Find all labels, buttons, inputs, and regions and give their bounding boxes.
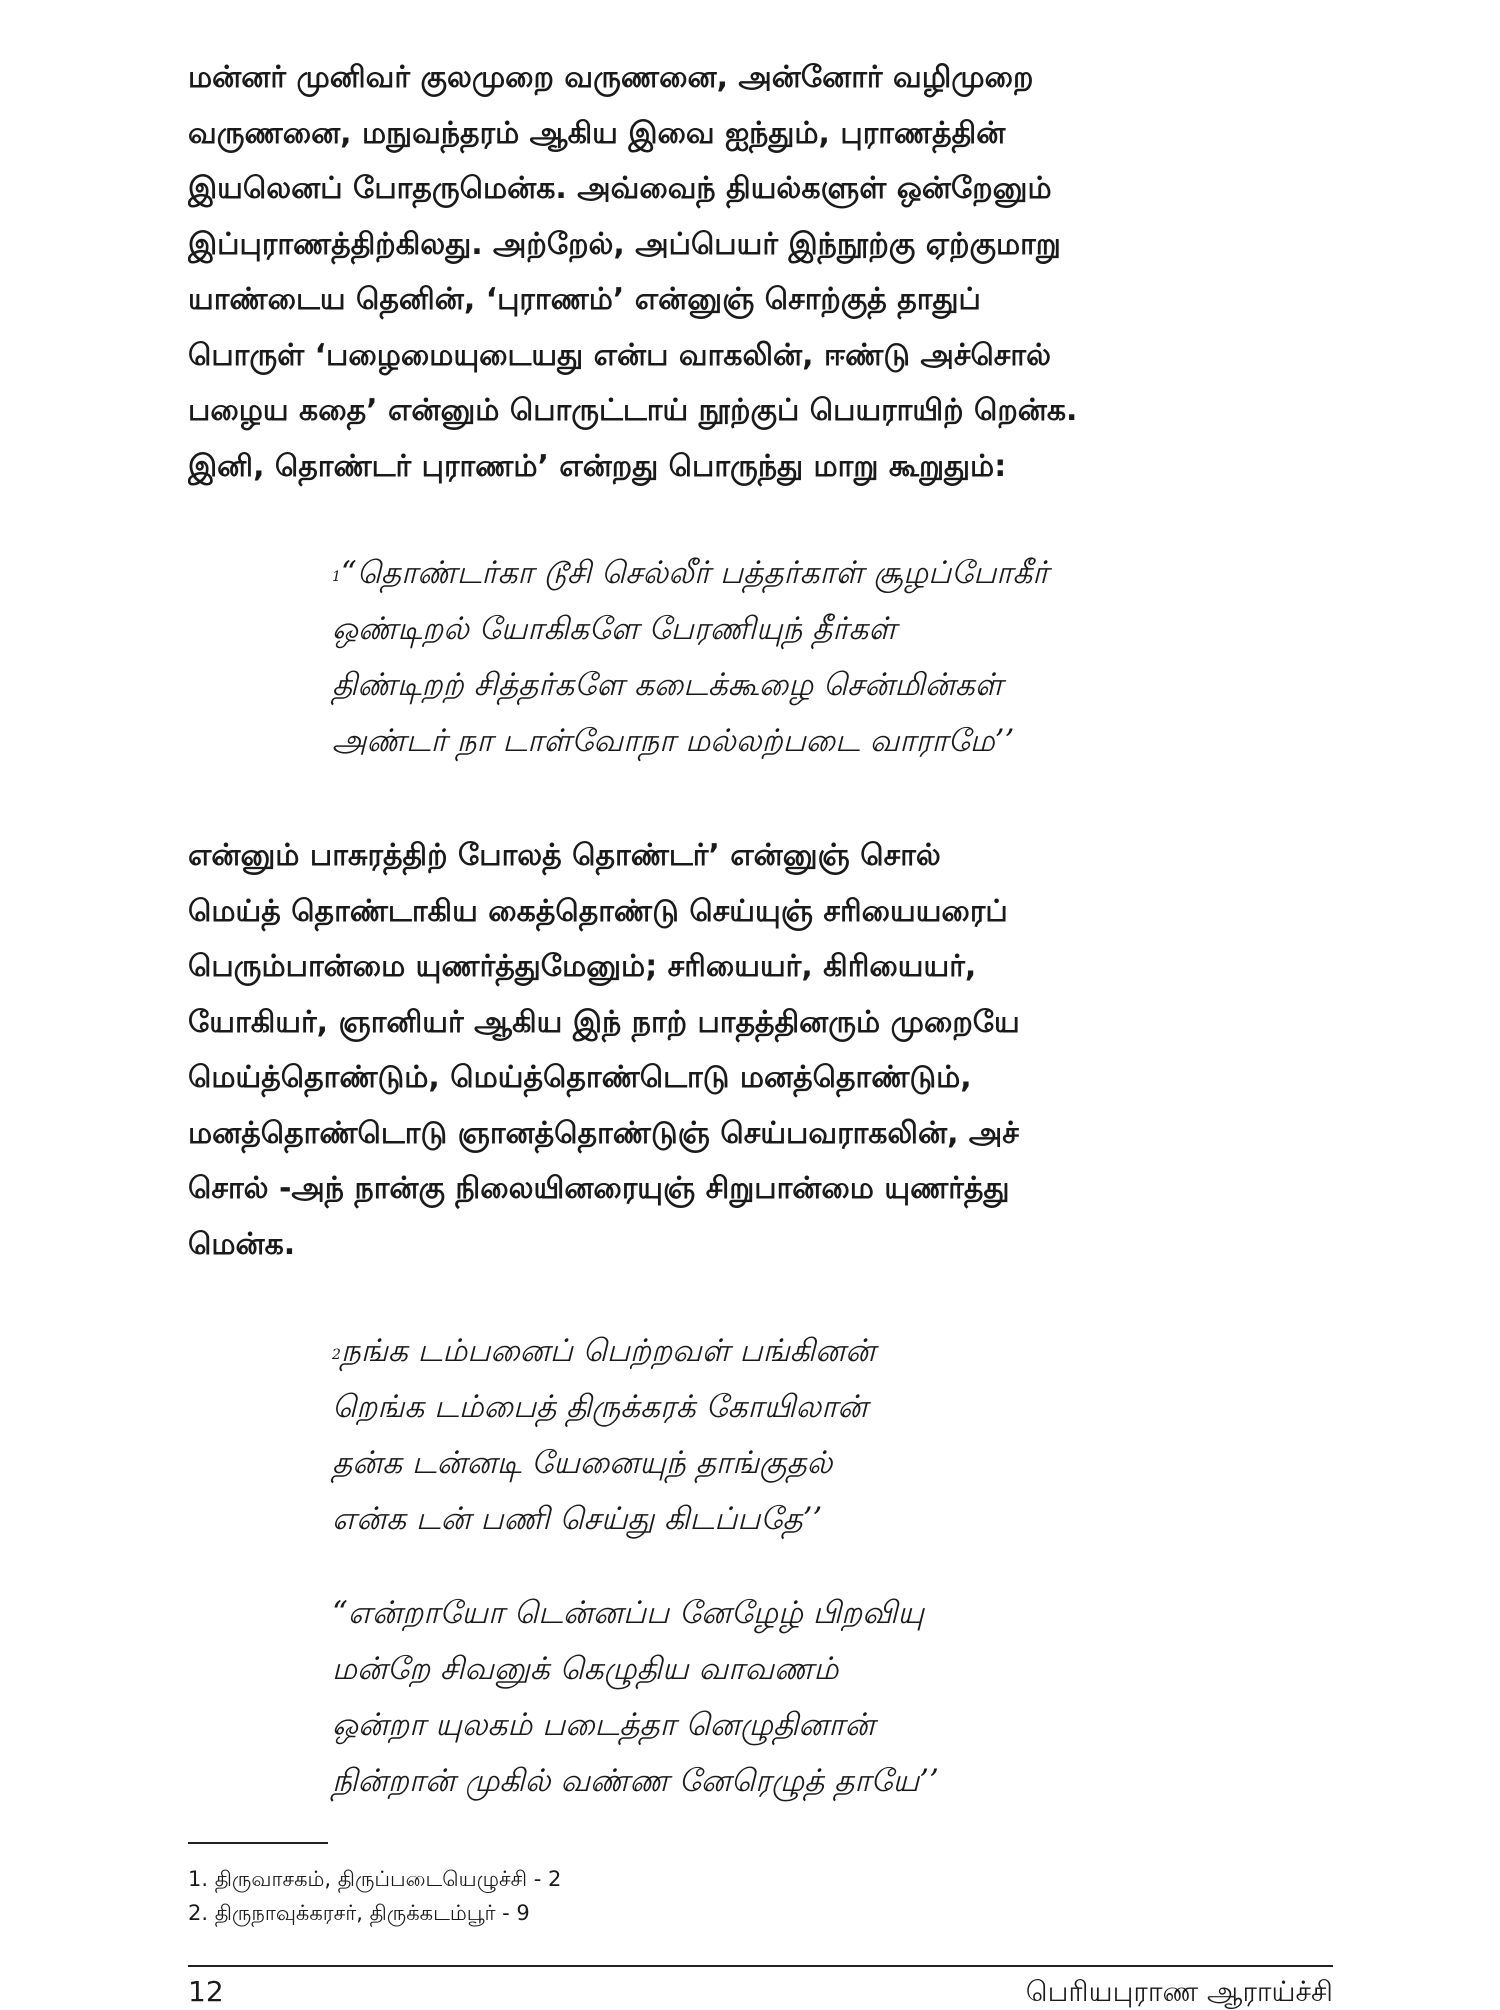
- footnote-item: 1. திருவாசகம், திருப்படையெழுச்சி - 2: [188, 1867, 562, 1891]
- footnote-item: 2. திருநாவுக்கரசர், திருக்கடம்பூர் - 9: [188, 1901, 530, 1925]
- footnote-marker: 2: [332, 1347, 341, 1363]
- running-title: பெரியபுராண ஆராய்ச்சி: [1025, 1975, 1333, 2008]
- verse-2: [332, 1323, 875, 1547]
- verse-line: தன்க டன்னடி யேனையுந் தாங்குதல்: [332, 1445, 833, 1481]
- paragraph-line: பழைய கதை’ என்னும் பொருட்டாய் நூற்குப் பெயராயிற் றென்க.: [188, 393, 1078, 428]
- verse-line: “என்றாயோ டென்னப்ப னேழேழ் பிறவியு: [332, 1595, 924, 1631]
- verse-line: நங்க டம்பனைப் பெற்றவள் பங்கினன்: [340, 1333, 876, 1369]
- verse-3: [332, 1585, 939, 1809]
- verse-line: ஒண்டிறல் யோகிகளே பேரணியுந் தீர்கள்: [332, 611, 897, 647]
- paragraph-line: என்னும் பாசுரத்திற் போலத் தொண்டர்’ என்னுஞ் சொல்: [188, 838, 941, 873]
- paragraph-line: இப்புராணத்திற்கிலது. அற்றேல், அப்பெயர் இந்நூற்கு ஏற்குமாறு: [188, 226, 1061, 262]
- paragraph-line: இனி, தொண்டர் புராணம்’ என்றது பொருந்து மாறு கூறுதும்:: [188, 448, 1007, 484]
- verse-1: [332, 545, 1049, 769]
- footer-divider: [188, 1965, 1333, 1967]
- paragraph-line: யோகியர், ஞானியர் ஆகிய இந் நாற் பாதத்தினரும் முறையே: [188, 1004, 1020, 1040]
- verse-line: திண்டிறற் சித்தர்களே கடைக்கூழை சென்மின்கள்: [332, 667, 1003, 703]
- paragraph-line: மெய்த்தொண்டும், மெய்த்தொண்டொடு மனத்தொண்டும்,: [188, 1060, 972, 1095]
- footnotes: [188, 1862, 561, 1930]
- verse-line: ஒன்றா யுலகம் படைத்தா னெழுதினான்: [332, 1707, 875, 1743]
- footnote-divider: [188, 1842, 328, 1844]
- paragraph-line: பெரும்பான்மை யுணர்த்துமேனும்; சரியையர், கிரியையர்,: [188, 949, 977, 984]
- page-number: 12: [188, 1975, 224, 2008]
- paragraph-line: மெய்த் தொண்டாகிய கைத்தொண்டு செய்யுஞ் சரியையரைப்: [188, 893, 1008, 929]
- verse-line: அண்டர் நா டாள்வோநா மல்லற்படை வாராமே’’: [332, 723, 1015, 759]
- footnote-marker: 1: [332, 569, 341, 585]
- verse-line: நின்றான் முகில் வண்ண னேரெழுத் தாயே’’: [332, 1763, 939, 1799]
- verse-line: றெங்க டம்பைத் திருக்கரக் கோயிலான்: [332, 1389, 868, 1425]
- verse-line: என்க டன் பணி செய்து கிடப்பதே’’: [332, 1501, 823, 1537]
- verse-line: “தொண்டர்கா டூசி செல்லீர் பத்தர்காள் சூழப்போகீர்: [340, 555, 1049, 591]
- paragraph-1: [188, 50, 1333, 494]
- verse-line: மன்றே சிவனுக் கெழுதிய வாவணம்: [332, 1651, 839, 1687]
- paragraph-line: இயலெனப் போதருமென்க. அவ்வைந் தியல்களுள் ஒன்றேனும்: [188, 171, 1052, 206]
- book-page: [188, 50, 1333, 2008]
- paragraph-line: யாண்டைய தெனின், ‘புராணம்’ என்னுஞ் சொற்குத் தாதுப்: [188, 282, 981, 317]
- paragraph-line: வருணனை, மநுவந்தரம் ஆகிய இவை ஐந்தும், புராணத்தின்: [188, 115, 1006, 151]
- paragraph-line: சொல் -அந் நான்கு நிலையினரையுஞ் சிறுபான்மை யுணர்த்து: [188, 1171, 1010, 1206]
- paragraph-line: மனத்தொண்டொடு ஞானத்தொண்டுஞ் செய்பவராகலின், அச்: [188, 1115, 1019, 1151]
- paragraph-line: பொருள் ‘பழைமையுடையது என்ப வாகலின், ஈண்டு அச்சொல்: [188, 337, 1051, 373]
- paragraph-2: [188, 828, 1333, 1272]
- paragraph-line: மன்னர் முனிவர் குலமுறை வருணனை, அன்னோர் வழிமுறை: [188, 60, 1034, 95]
- paragraph-line: மென்க.: [188, 1226, 296, 1262]
